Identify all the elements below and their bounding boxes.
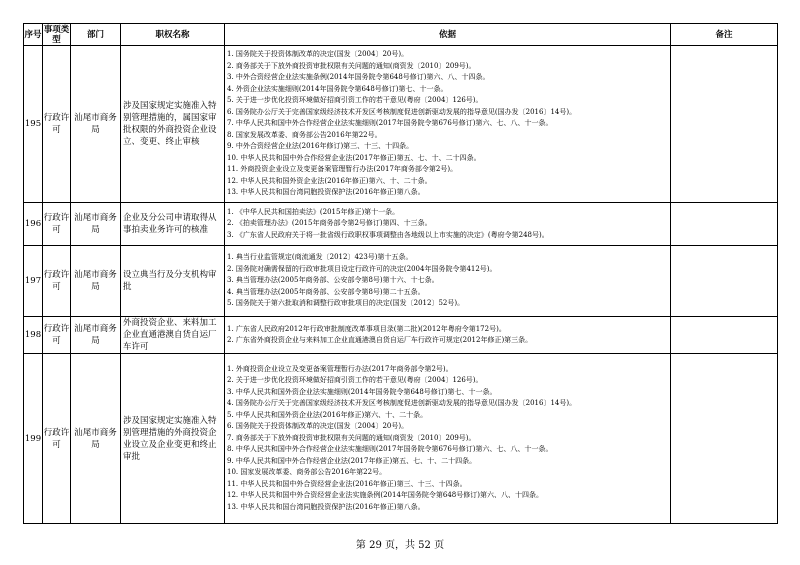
cell-type: 行政许可 <box>43 246 71 317</box>
header-row <box>24 24 778 46</box>
cell-basis <box>225 203 671 246</box>
basis-line: 3. 典当管理办法(2005年商务部、公安部令第8号)第十六、十七条。 <box>227 276 439 285</box>
basis-line: 2. 关于进一步优化投资环境做好招商引资工作的若干意见(粤府〔2004〕126号)。 <box>227 376 483 385</box>
basis-line: 1. 外商投资企业设立及变更备案管理暂行办法(2017年商务部令第2号)。 <box>227 364 453 373</box>
basis-line: 5. 关于进一步优化投资环境做好招商引资工作的若干意见(粤府〔2004〕126号)。 <box>227 96 483 105</box>
cell-no: 196 <box>24 203 43 246</box>
basis-line: 13. 中华人民共和国台湾同胞投资保护法(2016年修正)第八条。 <box>227 502 425 511</box>
header-basis: 依据 <box>225 24 671 46</box>
header-dept: 部门 <box>71 24 121 46</box>
basis-line: 11. 中华人民共和国中外合资经营企业法(2016年修正)第三、十三、十四条。 <box>227 479 467 488</box>
basis-line: 1. 典当行业监管规定(商流通发〔2012〕423号)第十五条。 <box>227 253 413 262</box>
cell-remark <box>671 354 778 524</box>
cell-basis <box>225 317 671 354</box>
cell-dept: 汕尾市商务局 <box>71 46 121 203</box>
basis-line: 11. 外商投资企业设立及变更备案管理暂行办法(2017年商务部令第2号)。 <box>227 165 458 174</box>
basis-line: 4. 典当管理办法(2005年商务部、公安部令第8号)第二十五条。 <box>227 287 425 296</box>
cell-authority: 涉及国家规定实施准入特别管理措施的，属国家审批权限的外商投资企业设立、变更、终止审核 <box>121 46 225 203</box>
cell-basis <box>225 354 671 524</box>
basis-line: 8. 国家发展改革委、商务部公告2016年第22号。 <box>227 130 382 139</box>
table-row <box>24 46 778 203</box>
cell-no: 199 <box>24 354 43 524</box>
basis-line: 2. 广东省外商投资企业与来料加工企业直通港澳自货自运厂车行政许可规定(2012年修正)第三条。 <box>227 336 533 344</box>
cell-type: 行政许可 <box>43 354 71 524</box>
cell-no: 197 <box>24 246 43 317</box>
cell-dept: 汕尾市商务局 <box>71 354 121 524</box>
header-remark: 备注 <box>671 24 778 46</box>
basis-line: 2. 《拍卖管理办法》(2015年商务部令第2号修订)第四、十三条。 <box>227 219 432 228</box>
cell-type: 行政许可 <box>43 203 71 246</box>
basis-line: 4. 外资企业法实施细则(2014年国务院令第648号修订)第七、十一条。 <box>227 84 448 93</box>
table-row <box>24 317 778 354</box>
cell-authority: 外商投资企业、来料加工企业直通港澳自货自运厂车许可 <box>121 317 225 354</box>
cell-basis <box>225 246 671 317</box>
cell-remark <box>671 246 778 317</box>
cell-authority: 企业及分公司申请取得从事拍卖业务许可的核准 <box>121 203 225 246</box>
basis-line: 10. 国家发展改革委、商务部公告2016年第22号。 <box>227 468 387 477</box>
basis-line: 7. 中华人民共和国中外合作经营企业法实施细则(2017年国务院令第676号修订)第六、七、八、十一条。 <box>227 119 553 128</box>
basis-line: 6. 国务院关于投资体制改革的决定(国发〔2004〕20号)。 <box>227 422 409 431</box>
basis-line: 4. 国务院办公厅关于完善国家级经济技术开发区考核制度促进创新驱动发展的指导意见(国办发〔2016〕14号)。 <box>227 399 577 408</box>
page-footer: 第 29 页，共 52 页 <box>355 540 445 551</box>
authority-table <box>23 23 778 524</box>
cell-authority: 设立典当行及分支机构审批 <box>121 246 225 317</box>
header-authority: 职权名称 <box>121 24 225 46</box>
basis-line: 2. 国务院对确需保留的行政审批项目设定行政许可的决定(2004年国务院令第412号)。 <box>227 264 497 273</box>
cell-dept: 汕尾市商务局 <box>71 203 121 246</box>
basis-line: 2. 商务部关于下放外商投资审批权限有关问题的通知(商资发〔2010〕209号)。 <box>227 61 476 70</box>
basis-line: 8. 中华人民共和国中外合作经营企业法实施细则(2017年国务院令第676号修订)第六、七、八、十一条。 <box>227 445 553 454</box>
basis-line: 3. 中外合资经营企业法实施条例(2014年国务院令第648号修订)第六、八、十四条。 <box>227 73 490 82</box>
basis-line: 3. 《广东省人民政府关于将一批省级行政职权事项调整由各地级以上市实施的决定》(粤府令第248号)。 <box>227 230 549 239</box>
cell-authority: 涉及国家规定实施准入特别管理措施的外商投资企业设立及企业变更和终止审批 <box>121 354 225 524</box>
basis-line: 9. 中外合资经营企业法(2016年修订)第三、十三、十四条。 <box>227 142 414 151</box>
document-table-container <box>23 23 777 524</box>
basis-line: 1. 《中华人民共和国拍卖法》(2015年修正)第十一条。 <box>227 207 400 216</box>
basis-line: 3. 中华人民共和国外资企业法实施细则(2014年国务院令第648号修订)第七、十一条。 <box>227 387 497 396</box>
basis-line: 5. 国务院关于第六批取消和调整行政审批项目的决定(国发〔2012〕52号)。 <box>227 299 465 308</box>
cell-remark <box>671 46 778 203</box>
cell-dept: 汕尾市商务局 <box>71 317 121 354</box>
cell-remark <box>671 203 778 246</box>
header-type: 事项类型 <box>43 24 70 45</box>
basis-line: 10. 中华人民共和国中外合作经营企业法(2017年修正)第五、七、十、二十四条。 <box>227 153 481 162</box>
table-row <box>24 354 778 524</box>
table-row <box>24 203 778 246</box>
cell-no: 198 <box>24 317 43 354</box>
cell-remark <box>671 317 778 354</box>
cell-type: 行政许可 <box>43 46 71 203</box>
basis-line: 9. 中华人民共和国中外合作经营企业法(2017年修正)第五、七、十、二十四条。 <box>227 456 477 465</box>
cell-basis <box>225 46 671 203</box>
basis-line: 13. 中华人民共和国台湾同胞投资保护法(2016年修正)第八条。 <box>227 188 425 197</box>
basis-line: 1. 国务院关于投资体制改革的决定(国发〔2004〕20号)。 <box>227 50 409 59</box>
basis-line: 12. 中华人民共和国中外合资经营企业法实施条例(2014年国务院令第648号修订)第六、八、十四条。 <box>227 491 543 500</box>
basis-line: 7. 商务部关于下放外商投资审批权限有关问题的通知(商资发〔2010〕209号)。 <box>227 433 476 442</box>
header-no: 序号 <box>24 24 43 46</box>
basis-line: 1. 广东省人民政府2012年行政审批制度改革事项目录(第二批)(2012年粤府令第172号)。 <box>227 324 506 333</box>
table-row <box>24 246 778 317</box>
cell-dept: 汕尾市商务局 <box>71 246 121 317</box>
basis-line: 12. 中华人民共和国外资企业法(2016年修正)第六、十、二十条。 <box>227 176 432 185</box>
cell-type: 行政许可 <box>43 317 71 354</box>
basis-line: 5. 中华人民共和国外资企业法(2016年修正)第六、十、二十条。 <box>227 410 428 419</box>
basis-line: 6. 国务院办公厅关于完善国家级经济技术开发区考核制度促进创新驱动发展的指导意见(国办发〔2016〕14号)。 <box>227 107 577 116</box>
cell-no: 195 <box>24 46 43 203</box>
